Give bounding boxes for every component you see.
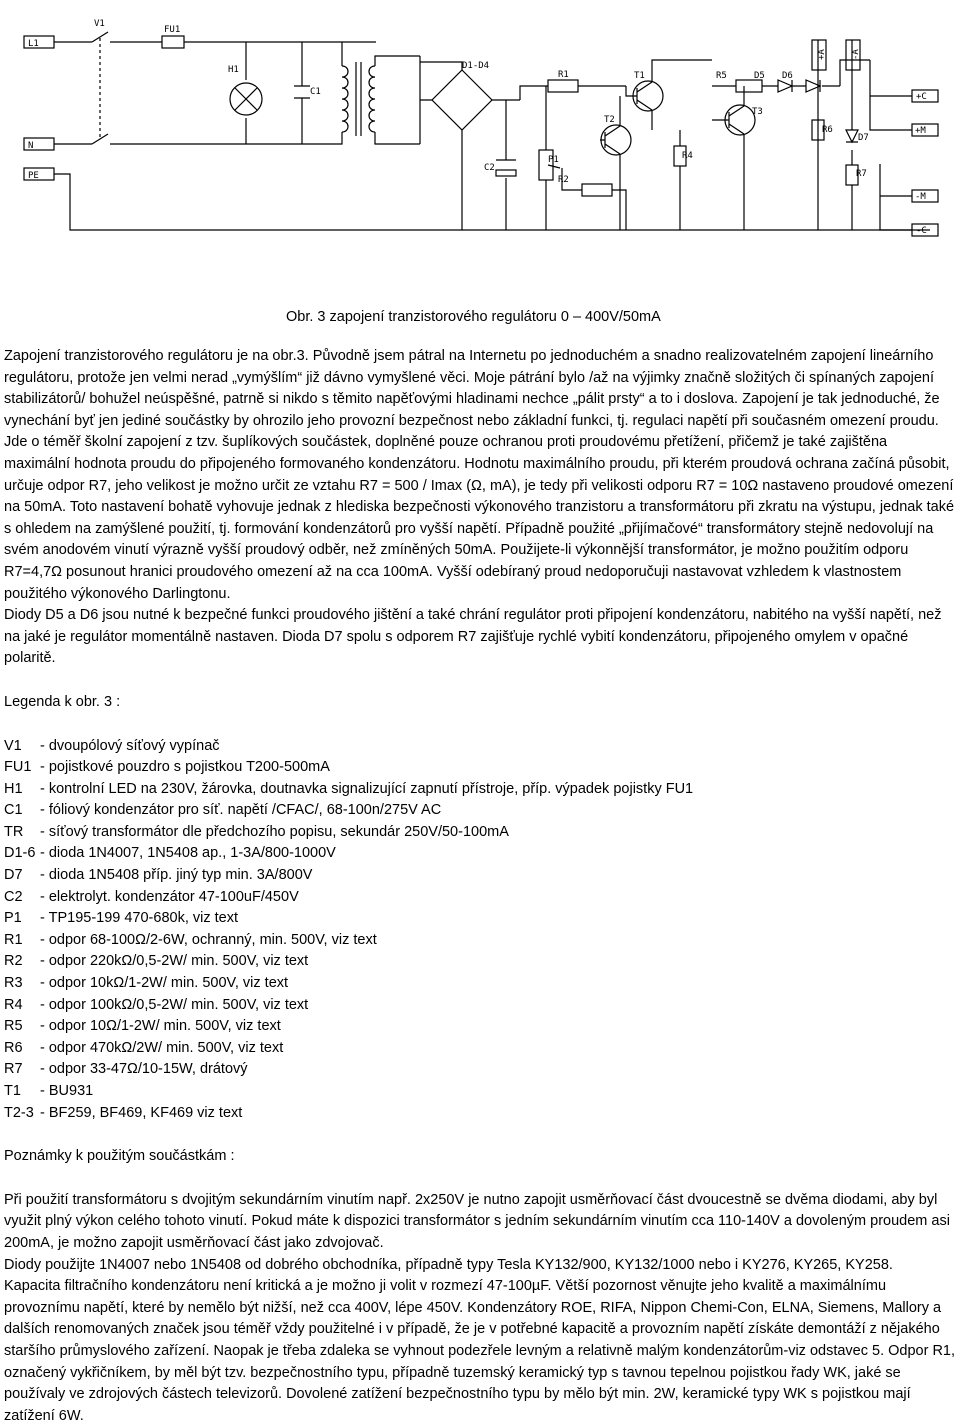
label-d1-d4: D1-D4 [462,61,490,71]
legend-code: R1 [4,931,23,948]
legend-item [4,1059,956,1081]
label-minus-m: -M [915,192,926,202]
legend-desc: - TP195-199 470-680k, viz text [40,910,239,927]
legend-code: C2 [4,888,23,905]
legend-desc: - dvoupólový síťový vypínač [40,737,220,754]
legend-desc: - dioda 1N5408 příp. jiný typ min. 3A/800V [40,867,313,884]
legend-item [4,757,956,779]
legend-desc: - odpor 10Ω/1-2W/ min. 500V, viz text [40,1018,281,1035]
label-t1: T1 [634,71,645,81]
legend-code: R5 [4,1018,23,1035]
legend-desc: - odpor 100kΩ/0,5-2W/ min. 500V, viz text [40,996,309,1013]
legend-item [4,1103,956,1125]
label-r4: R4 [682,151,693,161]
legend-code: V1 [4,737,22,754]
label-minus-a: -A [851,49,861,60]
legend-item [4,800,956,822]
legend-code: FU1 [4,759,32,776]
label-r1: R1 [558,70,569,80]
legend-code: T2-3 [4,1104,34,1121]
label-d7: D7 [858,133,869,143]
circuit-schematic [0,0,960,250]
label-h1: H1 [228,65,239,75]
legend-code: D1-6 [4,845,36,862]
legend-code: R2 [4,953,23,970]
label-p1: P1 [548,155,559,165]
label-plus-a: +A [817,49,827,60]
legend-code: H1 [4,780,23,797]
legend-code: D7 [4,867,23,884]
legend-code: P1 [4,910,22,927]
legend-desc: - odpor 470kΩ/2W/ min. 500V, viz text [40,1039,284,1056]
legend-code: R3 [4,975,23,992]
legend-desc: - fóliový kondenzátor pro síť. napětí /CFAC/, 68-100n/275V AC [40,802,442,819]
legend-item [4,843,956,865]
legend-desc: - odpor 68-100Ω/2-6W, ochranný, min. 500V, viz text [40,931,377,948]
note-paragraph: Při použití transformátoru s dvojitým sekundárním vinutím např. 2x250V je nutno zapojit usměrňovací část dvoucestně se dvěma diodami, aby byl využit plný výkon celého tohoto vinutí. Pokud máte k dispozici transformátor s jedním sekundárním vinutím cca 110-140V a dovoleným proudem asi 200mA, je možno zapojit usměrňovací část jako zdvojovač. [4,1191,950,1251]
legend-desc: - dioda 1N4007, 1N5408 ap., 1-3A/800-1000V [40,845,336,862]
legend-desc: - BU931 [40,1083,94,1099]
note-paragraph: Diody použijte 1N4007 nebo 1N5408 od dobrého obchodníka, případně typy Tesla KY132/900, KY132/1000 nebo i KY276, KY265, KY258. [4,1256,893,1273]
label-r5: R5 [716,71,727,81]
legend-desc: - BF259, BF469, KF469 viz text [40,1104,243,1121]
label-minus-c: -C [916,226,927,236]
label-fu1: FU1 [164,25,181,35]
label-t2: T2 [604,115,615,125]
legend-item [4,865,956,887]
legend-code: R6 [4,1039,23,1056]
note-paragraph: Kapacita filtračního kondenzátoru není kritická a je možno ji volit v rozmezí 47-100µF. Větší pozornost věnujte jeho kvalitě a maximálnímu provoznímu napětí, které by nemělo být nižší, než cca 400V, lépe 450V. Kondenzátory ROE, RIFA, Nippon Chemi-Con, ELNA, Siemens, Mallory a dalších renomovaných značek jsou téměř vždy použitelné i v případě, že je v potřebné kapacitě a provozním napětí získáte demontáží z nějakého staršího průmyslového zařízení. Naopak je třeba zdaleka se vyhnout podezřele levným a relativně malým kondenzátorům-viz odstavec 5. Odpor R1, označený vykřičníkem, by měl být tzv. bezpečnostního typu, případně tuzemský keramický typ s tavnou tepelnou pojistkou řady WK, jaké se používaly ve zdrojových částech televizorů. Dovolené zatížení bezpečnostního typu by mělo být min. 2W, keramické typy WK s pojistkou mají zatížení 6W. [4,1278,956,1424]
legend-code: TR [4,823,24,840]
label-plus-m: +M [915,126,926,136]
legend-desc: - elektrolyt. kondenzátor 47-100uF/450V [40,888,299,905]
legend-item [4,951,956,973]
label-n: N [28,141,34,151]
legend-desc: - odpor 10kΩ/1-2W/ min. 500V, viz text [40,975,289,992]
legend-item [4,1038,956,1060]
label-r2: R2 [558,175,569,185]
legend-item [4,887,956,909]
legend-code: R4 [4,996,23,1013]
legend-code: R7 [4,1061,23,1078]
legend-item [4,995,956,1017]
legend-item [4,908,956,930]
figure-caption: Obr. 3 zapojení tranzistorového regulátoru 0 – 400V/50mA [286,309,661,325]
legend-item [4,1016,956,1038]
label-pe: PE [28,171,39,181]
paragraph: Diody D5 a D6 jsou nutné k bezpečné funkci proudového jištění a také chrání regulátor proti připojení kondenzátoru, nabitého na vyšší napětí, než na jaké je regulátor momentálně nastaven. Dioda D7 spolu s odporem R7 zajišťuje rychlé vybití kondenzátoru, připojeného omylem v opačné polaritě. [4,607,942,667]
legend-item [4,930,956,952]
legend-code: T1 [4,1083,21,1099]
legend-desc: - síťový transformátor dle předchozího popisu, sekundár 250V/50-100mA [40,823,509,840]
label-r6: R6 [822,125,833,135]
legend-desc: - kontrolní LED na 230V, žárovka, doutnavka signalizující zapnutí přístroje, příp. výpadek pojistky FU1 [40,780,694,797]
notes-title: Poznámky k použitým součástkám : [4,1148,235,1165]
label-c2: C2 [484,163,495,173]
legend-desc: - odpor 220kΩ/0,5-2W/ min. 500V, viz text [40,953,309,970]
legend-item [4,822,956,844]
legend-item [4,1081,956,1103]
label-c1: C1 [310,87,321,97]
document-body [4,346,956,1427]
legend-item [4,736,956,758]
label-l1: L1 [28,39,39,49]
legend-code: C1 [4,802,23,819]
legend-item [4,779,956,801]
label-d6: D6 [782,71,793,81]
legend-item [4,973,956,995]
legend-desc: - odpor 33-47Ω/10-15W, drátový [40,1061,248,1078]
legend-title: Legenda k obr. 3 : [4,693,121,710]
paragraph: Zapojení tranzistorového regulátoru je na obr.3. Původně jsem pátral na Internetu po jednoduchém a snadno realizovatelném zapojení lineárního regulátoru, protože jen velmi nerad „vymýšlím“ již dávno vymyšlené věci. Moje pátrání bylo /až na výjimky značně složitých či spínaných zapojení stabilizátorů/ bohužel neúspěšné, patrně si nikdo s těmito napěťovými hladinami nechce „pálit prsty“ a to i doslova. Zapojení je tak jednoduché, že vynechání byť jen jediné součástky by ohrozilo jeho provozní bezpečnost nebo základní funkci, tj. regulaci napětí při současném omezení proudu. Jde o téměř školní zapojení z tzv. šuplíkových součástek, doplněné pouze ochranou proti proudovému přetížení, přičemž je také zajištěna maximální hodnota proudu do připojeného formovaného kondenzátoru. Hodnotu maximálního proudu, při kterém proudová ochrana začíná působit, určuje odpor R7, jeho velikost je možno určit ze vztahu R7 = 500 / Imax (Ω, mA), je tedy při velikosti odporu R7 = 10Ω nastaveno proudové omezení na 50mA. Toto nastavení bohatě vyhovuje jednak z hlediska bezpečnosti výkonového tranzistoru a transformátoru při zkratu na výstupu, jednak také s ohledem na zamýšlené použití, tj. formování kondenzátorů pro vyšší napětí. Případně použité „přijímačové“ transformátory stejně nedovolují na svém anodovém vinutí výrazně vyšší proudový odběr, než zmíněných 50mA. Použijete-li výkonnější transformátor, je možno použitím odporu R7=4,7Ω posunout hranici proudového omezení až na cca 100mA. Vyšší odebíraný proud nedoporučuji nastavovat vzhledem k vlastnostem použitého výkonového Darlingtonu. [4,348,955,602]
legend-list [4,736,956,1125]
label-plus-c: +C [916,92,927,102]
label-d5: D5 [754,71,765,81]
label-r7: R7 [856,169,867,179]
legend-desc: - pojistkové pouzdro s pojistkou T200-500mA [40,759,330,776]
label-v1: V1 [94,19,105,29]
label-t3: T3 [752,107,763,117]
